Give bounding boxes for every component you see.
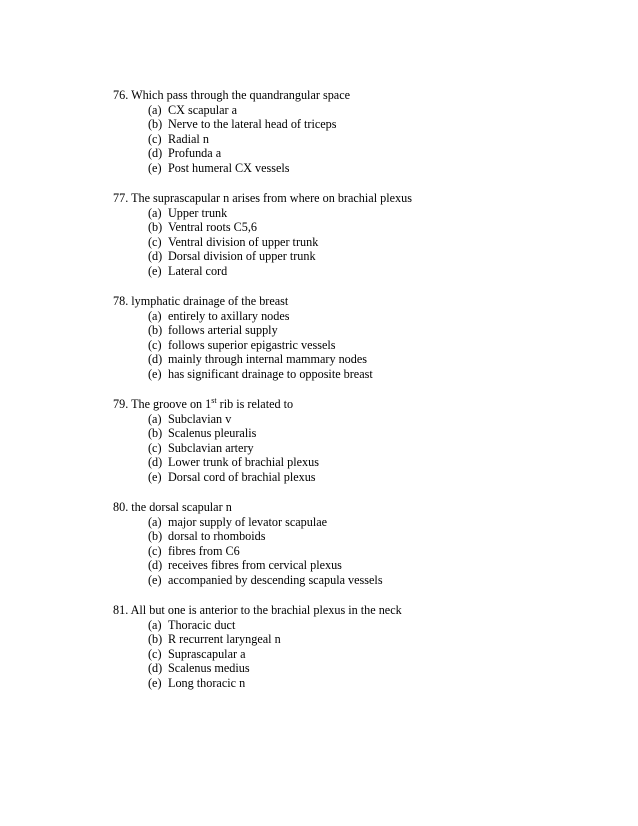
option-letter: (e) — [148, 263, 162, 278]
option-text: fibres from C6 — [168, 543, 240, 558]
option-text: receives fibres from cervical plexus — [168, 558, 342, 572]
option-letter: (e) — [148, 675, 162, 690]
ordinal-superscript: st — [211, 396, 217, 405]
option-letter: (c) — [148, 337, 162, 352]
question-stem — [113, 603, 613, 618]
option-letter: (b) — [148, 529, 163, 543]
option-letter: (e) — [148, 469, 162, 484]
option-a — [113, 206, 613, 221]
option-b — [113, 220, 613, 235]
option-d — [113, 661, 613, 676]
option-letter: (d) — [148, 249, 163, 263]
question-stem — [113, 500, 613, 515]
option-e — [113, 161, 613, 176]
option-c — [113, 441, 613, 456]
option-letter: (a) — [148, 617, 162, 632]
question-text: the dorsal scapular n — [131, 500, 232, 514]
option-c — [113, 132, 613, 147]
option-letter: (a) — [148, 411, 162, 426]
option-text: Profunda a — [168, 146, 222, 160]
option-c — [113, 544, 613, 559]
option-letter: (e) — [148, 366, 162, 381]
option-letter: (a) — [148, 308, 162, 323]
option-e — [113, 470, 613, 485]
option-e — [113, 676, 613, 691]
option-b — [113, 323, 613, 338]
option-letter: (e) — [148, 572, 162, 587]
question-number: 80. — [113, 500, 129, 514]
option-d — [113, 249, 613, 264]
option-list — [113, 515, 613, 588]
option-text: Subclavian v — [168, 411, 232, 426]
option-text: Lower trunk of brachial plexus — [168, 455, 319, 469]
question-text: The suprascapular n arises from where on brachial plexus — [131, 191, 412, 205]
option-letter: (b) — [148, 632, 163, 646]
option-letter: (c) — [148, 131, 162, 146]
option-text: Nerve to the lateral head of triceps — [168, 117, 337, 131]
option-e — [113, 573, 613, 588]
option-letter: (c) — [148, 646, 162, 661]
option-letter: (c) — [148, 234, 162, 249]
option-letter: (d) — [148, 146, 163, 160]
option-letter: (a) — [148, 102, 162, 117]
question-80 — [113, 500, 613, 587]
option-a — [113, 412, 613, 427]
option-text: Dorsal division of upper trunk — [168, 249, 316, 263]
option-letter: (a) — [148, 514, 162, 529]
option-list — [113, 618, 613, 691]
option-text: Thoracic duct — [168, 617, 236, 632]
question-stem — [113, 88, 613, 103]
option-list — [113, 103, 613, 176]
option-text: Scalenus medius — [168, 661, 250, 675]
option-letter: (c) — [148, 440, 162, 455]
option-letter: (b) — [148, 323, 163, 337]
question-77 — [113, 191, 613, 278]
question-stem — [113, 294, 613, 309]
option-list — [113, 206, 613, 279]
option-text: Lateral cord — [168, 263, 228, 278]
option-c — [113, 235, 613, 250]
option-text: Post humeral CX vessels — [168, 160, 290, 175]
option-text: dorsal to rhomboids — [168, 529, 266, 543]
option-text: Radial n — [168, 131, 209, 146]
option-letter: (b) — [148, 426, 163, 440]
option-b — [113, 529, 613, 544]
option-c — [113, 647, 613, 662]
option-d — [113, 455, 613, 470]
option-text: accompanied by descending scapula vessels — [168, 572, 383, 587]
question-number: 77. — [113, 191, 129, 205]
option-letter: (d) — [148, 455, 163, 469]
option-text: Suprascapular a — [168, 646, 246, 661]
question-76 — [113, 88, 613, 175]
option-text: mainly through internal mammary nodes — [168, 352, 368, 366]
option-text: follows arterial supply — [168, 323, 278, 337]
option-d — [113, 352, 613, 367]
option-text: CX scapular a — [168, 102, 238, 117]
question-text: All but one is anterior to the brachial plexus in the neck — [130, 603, 402, 617]
option-b — [113, 426, 613, 441]
question-stem — [113, 397, 613, 412]
option-a — [113, 515, 613, 530]
question-list — [113, 88, 613, 706]
option-a — [113, 309, 613, 324]
question-text-after: rib is related to — [216, 397, 294, 411]
option-a — [113, 618, 613, 633]
question-text-before: The groove on 1 — [131, 397, 212, 411]
question-text: lymphatic drainage of the breast — [131, 294, 289, 308]
question-number: 79. — [113, 397, 129, 411]
option-letter: (c) — [148, 543, 162, 558]
option-letter: (b) — [148, 117, 163, 131]
question-text: Which pass through the quandrangular space — [131, 88, 351, 102]
option-text: Ventral roots C5,6 — [168, 220, 258, 234]
question-79 — [113, 397, 613, 484]
option-text: major supply of levator scapulae — [168, 514, 328, 529]
option-list — [113, 412, 613, 485]
option-e — [113, 264, 613, 279]
question-78 — [113, 294, 613, 381]
option-letter: (e) — [148, 160, 162, 175]
option-d — [113, 558, 613, 573]
question-number: 81. — [113, 603, 129, 617]
option-text: Scalenus pleuralis — [168, 426, 257, 440]
option-list — [113, 309, 613, 382]
option-b — [113, 632, 613, 647]
option-letter: (d) — [148, 558, 163, 572]
option-text: R recurrent laryngeal n — [168, 632, 281, 646]
option-text: follows superior epigastric vessels — [168, 337, 336, 352]
question-stem — [113, 191, 613, 206]
option-a — [113, 103, 613, 118]
option-e — [113, 367, 613, 382]
option-letter: (b) — [148, 220, 163, 234]
option-b — [113, 117, 613, 132]
option-text: Subclavian artery — [168, 440, 254, 455]
option-text: Upper trunk — [168, 205, 228, 220]
option-text: Long thoracic n — [168, 675, 246, 690]
option-letter: (d) — [148, 661, 163, 675]
question-number: 78. — [113, 294, 129, 308]
option-c — [113, 338, 613, 353]
option-text: has significant drainage to opposite breast — [168, 366, 373, 381]
option-text: Dorsal cord of brachial plexus — [168, 469, 316, 484]
question-number: 76. — [113, 88, 129, 102]
option-letter: (a) — [148, 205, 162, 220]
option-d — [113, 146, 613, 161]
option-text: Ventral division of upper trunk — [168, 234, 319, 249]
question-81 — [113, 603, 613, 690]
option-letter: (d) — [148, 352, 163, 366]
option-text: entirely to axillary nodes — [168, 308, 290, 323]
